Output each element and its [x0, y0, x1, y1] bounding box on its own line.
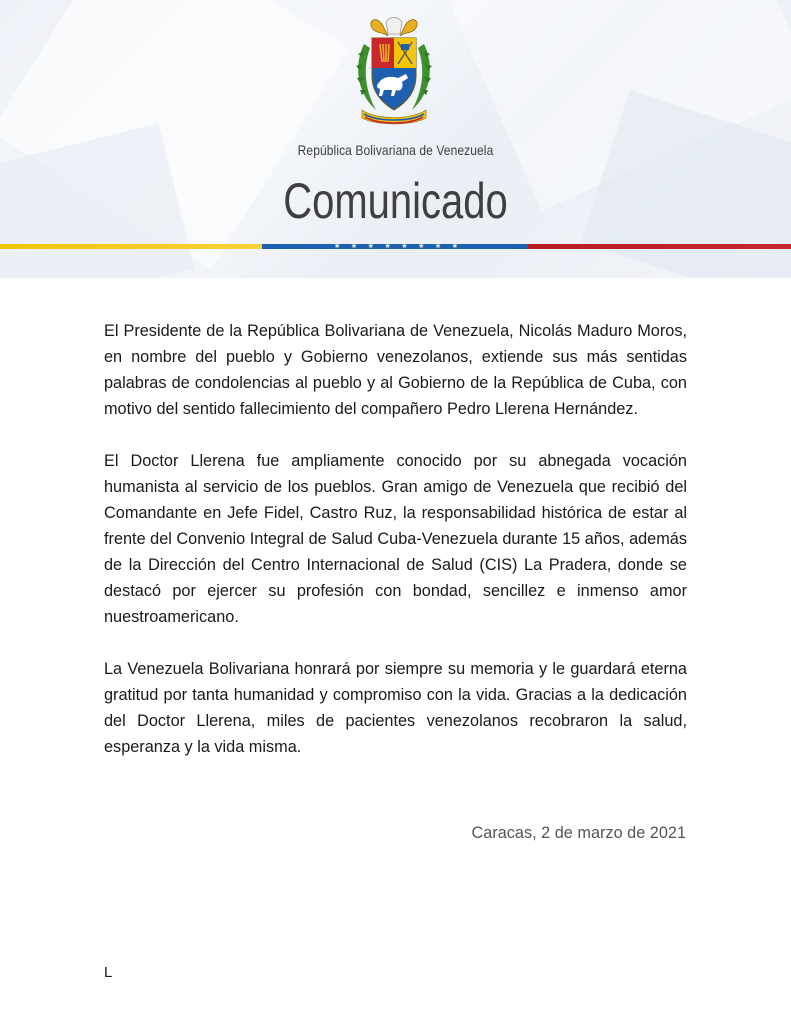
- star-icon: ★: [384, 242, 391, 250]
- date-line: Caracas, 2 de marzo de 2021: [471, 824, 686, 842]
- flag-stripe-red: [528, 244, 791, 249]
- flag-stars: [334, 240, 458, 252]
- star-icon: ★: [451, 242, 458, 250]
- coat-of-arms-icon: [346, 14, 442, 128]
- letterhead: [0, 0, 791, 278]
- star-icon: ★: [401, 242, 408, 250]
- paragraph: La Venezuela Bolivariana honrará por siempre su memoria y le guardará eterna gratitud por tanta humanidad y compromiso con la vida. Gracias a la dedicación del Doctor Llerena, miles de pacientes venezolanos recobraron la salud, esperanza y la vida misma.: [104, 660, 687, 756]
- star-icon: ★: [367, 242, 374, 250]
- communique-body: [104, 318, 687, 760]
- page-title: Comunicado: [283, 173, 508, 229]
- paragraph: El Presidente de la República Bolivariana de Venezuela, Nicolás Maduro Moros, en nombre del pueblo y Gobierno venezolanos, extiende sus más sentidas palabras de condolencias al pueblo y al Gobierno de la República de Cuba, con motivo del sentido fallecimiento del compañero Pedro Llerena Hernández.: [104, 322, 687, 418]
- paragraph: El Doctor Llerena fue ampliamente conocido por su abnegada vocación humanista al servicio de los pueblos. Gran amigo de Venezuela que recibió del Comandante en Jefe Fidel, Castro Ruz, la responsabilidad histórica de estar al frente del Convenio Integral de Salud Cuba-Venezuela durante 15 años, además de la Dirección del Centro Internacional de Salud (CIS) La Pradera, donde se destacó por ejercer su profesión con bondad, sencillez e inmenso amor nuestroamericano.: [104, 452, 687, 626]
- flag-stripe-yellow: [0, 244, 262, 249]
- star-icon: ★: [418, 242, 425, 250]
- republic-name: República Bolivariana de Venezuela: [297, 142, 494, 158]
- star-icon: ★: [434, 242, 442, 250]
- star-icon: ★: [350, 242, 358, 250]
- footer-mark: L: [104, 964, 113, 981]
- star-icon: ★: [334, 242, 341, 250]
